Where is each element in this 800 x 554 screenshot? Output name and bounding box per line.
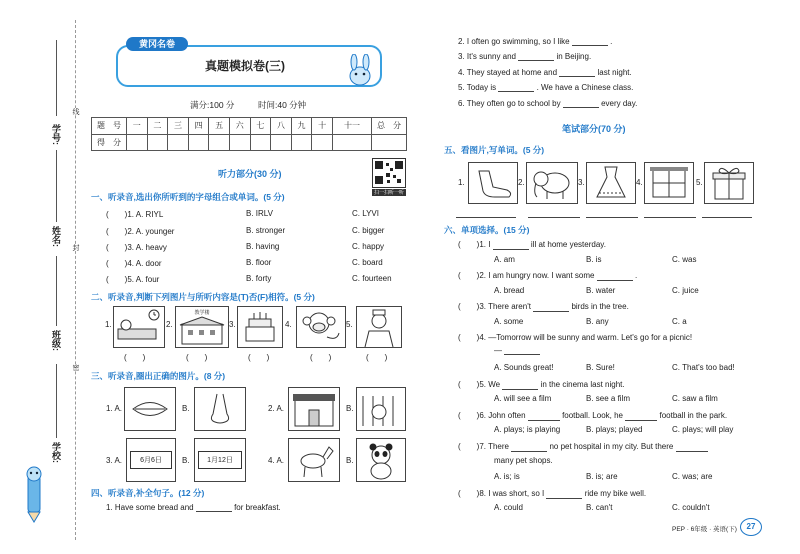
dress-icon (587, 163, 635, 203)
mc-q2-a[interactable]: A. bread (494, 286, 525, 295)
monkey-picture[interactable] (296, 306, 346, 348)
score-cell[interactable] (209, 134, 230, 151)
zoo-icon (357, 388, 405, 430)
elephant-picture[interactable] (526, 162, 578, 204)
table-cell: 九 (291, 118, 312, 135)
mc-q3 (458, 301, 629, 312)
s4-line-4-pre: 4. They stayed at home and (458, 68, 558, 77)
table-cell: 十一 (332, 118, 371, 135)
mc-q6-blank-1[interactable] (528, 420, 560, 421)
s4-line-6 (458, 99, 637, 108)
building-icon (176, 316, 228, 346)
school-line[interactable] (56, 364, 57, 438)
s4-line-5 (458, 83, 633, 92)
s4-line-2-post: . (610, 37, 613, 46)
rabbit-mascot-icon (342, 54, 378, 88)
mc-q2-post: . (634, 271, 638, 280)
s4-line-2-pre: 2. I often go swimming, so I like (458, 37, 570, 46)
mc-q1-pre: ( )1. I (458, 240, 491, 249)
s4-line-1 (106, 503, 281, 512)
score-cell[interactable] (271, 134, 292, 151)
table-cell: 八 (271, 118, 292, 135)
calendar-date-2: 1月12日 (198, 451, 242, 469)
s4-blank-5[interactable] (498, 91, 534, 92)
s4-blank-3[interactable] (518, 60, 554, 61)
s4-line-3-post: in Beijing. (556, 52, 592, 61)
shop-icon (289, 388, 339, 430)
mc-q7 (458, 441, 708, 452)
exam-title: 真题模拟卷(三) (205, 59, 285, 73)
table-cell: 四 (188, 118, 209, 135)
elephant-icon (527, 163, 577, 203)
mc-q8-post: ride my bike well. (584, 489, 647, 498)
qr-caption: 扫一扫听一听 (373, 190, 404, 196)
mc-q7-c[interactable]: C. was; are (672, 472, 713, 481)
s2-num-1: 1. (105, 320, 112, 329)
doctor-picture[interactable] (356, 306, 402, 348)
school-building-picture[interactable] (175, 306, 229, 348)
section-2-title: 二、听录音,判断下列图片与所听内容是(T)否(F)相符。(5 分) (91, 292, 315, 302)
mc-q4-c[interactable]: C. That's too bad! (672, 363, 735, 372)
mc-q4-a[interactable]: A. Sounds great! (494, 363, 554, 372)
zoo-picture[interactable] (356, 387, 406, 431)
s5-num-5: 5. (696, 178, 703, 187)
score-cell[interactable] (291, 134, 312, 151)
mc-q6-a[interactable]: A. plays; is playing (494, 425, 561, 434)
s5-answer-line-5[interactable] (702, 217, 752, 218)
mc-q2 (458, 270, 637, 281)
lips-picture[interactable] (124, 387, 176, 431)
school-label: 学校: (51, 442, 61, 463)
mc-q2-pre: ( )2. I am hungry now. I want some (458, 271, 595, 280)
q1-option-b[interactable]: B. IRLV (246, 209, 273, 218)
s4-line-4 (458, 68, 632, 77)
written-title: 笔试部分(70 分) (562, 124, 626, 134)
calendar-january-picture[interactable] (194, 438, 246, 482)
s2-answer-3[interactable]: ( ) (248, 353, 270, 362)
s4-blank-6[interactable] (563, 107, 599, 108)
mouth-icon (125, 388, 175, 430)
s4-line-1-post: for breakfast. (234, 503, 281, 512)
student-id-label: 学号: (51, 124, 61, 145)
score-table (91, 117, 407, 151)
mc-q5-c[interactable]: C. saw a film (672, 394, 718, 403)
q5-option-b[interactable]: B. forty (246, 274, 272, 283)
doctor-icon (357, 307, 401, 347)
s4-blank-4[interactable] (559, 76, 595, 77)
s2-num-4: 4. (285, 320, 292, 329)
section-6-title: 六、单项选择。(15 分) (444, 225, 530, 235)
mc-q7-line2: many pet shops. (494, 456, 553, 465)
s4-line-6-post: every day. (601, 99, 638, 108)
q3-option-c[interactable]: C. happy (352, 242, 385, 251)
mc-q2-c[interactable]: C. juice (672, 286, 699, 295)
s2-answer-1[interactable]: ( ) (124, 353, 146, 362)
cut-mark-secret: 密 (72, 364, 79, 371)
calendar-june-picture[interactable] (126, 438, 176, 482)
cake-icon (238, 307, 282, 347)
mc-q5-b[interactable]: B. see a film (586, 394, 631, 403)
mc-q7-mid: no pet hospital in my city. But there (549, 442, 674, 451)
gift-picture[interactable] (704, 162, 754, 204)
mc-q1-b[interactable]: B. is (586, 255, 602, 264)
q2-option-b[interactable]: B. stronger (246, 226, 286, 235)
mc-q6-mid: football. Look, he (562, 411, 623, 420)
mc-q2-blank[interactable] (597, 280, 633, 281)
mc-q3-post: birds in the tree. (571, 302, 629, 311)
q4-option-b[interactable]: B. floor (246, 258, 272, 267)
mc-q4-blank[interactable] (504, 354, 540, 355)
mc-q8-a[interactable]: A. could (494, 503, 523, 512)
score-cell[interactable] (168, 134, 189, 151)
q4-option-a[interactable]: ( )4. A. door (106, 259, 162, 268)
s2-answer-2[interactable]: ( ) (186, 353, 208, 362)
mc-q7-blank-1[interactable] (511, 451, 547, 452)
listening-title: 听力部分(30 分) (218, 169, 282, 179)
s3-label-2a: 2. A. (268, 404, 285, 413)
table-cell: 三 (168, 118, 189, 135)
mc-q5-post: in the cinema last night. (540, 380, 625, 389)
mc-q3-c[interactable]: C. a (672, 317, 687, 326)
section-3-title: 三、听录音,圈出正确的图片。(8 分) (91, 371, 226, 381)
mc-q3-b[interactable]: B. any (586, 317, 609, 326)
score-cell[interactable] (372, 134, 407, 151)
s4-blank-2[interactable] (572, 45, 608, 46)
s5-answer-line-4[interactable] (644, 217, 696, 218)
score-cell[interactable] (312, 134, 333, 151)
q2-option-a[interactable]: ( )2. A. younger (106, 227, 175, 236)
mc-q6-blank-2[interactable] (625, 420, 657, 421)
sick-bed-icon (114, 307, 164, 347)
s2-num-2: 2. (166, 320, 173, 329)
gift-icon (705, 163, 753, 203)
table-cell: 题 号 (92, 118, 127, 135)
mc-q8-b[interactable]: B. can't (586, 503, 613, 512)
score-cell[interactable] (127, 134, 148, 151)
s5-answer-line-1[interactable] (456, 217, 516, 218)
q3-option-a[interactable]: ( )3. A. heavy (106, 243, 167, 252)
s4-line-3 (458, 52, 591, 61)
s4-line-5-pre: 5. Today is (458, 83, 497, 92)
mc-q8-c[interactable]: C. couldn't (672, 503, 710, 512)
table-cell: 二 (147, 118, 168, 135)
q3-option-b[interactable]: B. having (246, 242, 280, 251)
mc-q3-a[interactable]: A. some (494, 317, 524, 326)
mc-q1-post: ill at home yesterday. (530, 240, 606, 249)
shop-picture[interactable] (288, 387, 340, 431)
monkey-icon (297, 307, 345, 347)
score-cell[interactable] (147, 134, 168, 151)
s2-answer-4[interactable]: ( ) (310, 353, 332, 362)
nose-icon (195, 388, 245, 430)
mc-q8 (458, 488, 646, 499)
mc-q6 (458, 410, 727, 421)
mc-q1-a[interactable]: A. am (494, 255, 515, 264)
score-cell[interactable] (250, 134, 271, 151)
mc-q7-blank-2[interactable] (676, 451, 708, 452)
mc-q8-blank[interactable] (546, 498, 582, 499)
s5-answer-line-2[interactable] (528, 217, 580, 218)
s2-num-3: 3. (229, 320, 236, 329)
name-label: 姓名: (51, 226, 61, 247)
class-line[interactable] (56, 256, 57, 326)
mc-q5-blank[interactable] (502, 389, 538, 390)
table-cell: 总 分 (372, 118, 407, 135)
table-cell: 得 分 (92, 134, 127, 151)
nose-picture[interactable] (194, 387, 246, 431)
mc-q4-reply (494, 346, 540, 355)
mc-q6-post: football in the park. (659, 411, 728, 420)
score-table-score-row (92, 134, 407, 151)
s2-answer-5[interactable]: ( ) (366, 353, 388, 362)
s5-num-3: 3. (578, 178, 585, 187)
s5-answer-line-3[interactable] (586, 217, 638, 218)
section-5-title: 五、看图片,写单词。(5 分) (444, 145, 545, 155)
mc-q6-c[interactable]: C. plays; will play (672, 425, 734, 434)
table-cell: 十 (312, 118, 333, 135)
cut-mark-line: 线 (72, 108, 79, 115)
mc-q8-pre: ( )8. I was short, so I (458, 489, 545, 498)
window-icon (645, 163, 693, 203)
q1-option-c[interactable]: C. LYVI (352, 209, 379, 218)
s5-num-2: 2. (518, 178, 525, 187)
q5-option-c[interactable]: C. fourteen (352, 274, 392, 283)
mc-q1-blank[interactable] (493, 249, 529, 250)
section-4-title: 四、听录音,补全句子。(12 分) (91, 488, 205, 498)
cut-mark-seal: 封 (72, 244, 79, 251)
mc-q7-a[interactable]: A. is; is (494, 472, 520, 481)
brand-logo: 黄冈名卷 (126, 37, 188, 51)
score-cell[interactable] (229, 134, 250, 151)
mc-q1-c[interactable]: C. was (672, 255, 697, 264)
mc-q3-blank[interactable] (533, 311, 569, 312)
s3-label-3a: 3. A. (106, 456, 123, 465)
dress-picture[interactable] (586, 162, 636, 204)
mc-q5-pre: ( )5. We (458, 380, 501, 389)
s3-label-1b: B. (182, 404, 190, 413)
foot-icon (469, 163, 517, 203)
birthday-cake-picture[interactable] (237, 306, 283, 348)
mc-q1 (458, 239, 606, 250)
name-line[interactable] (56, 150, 57, 222)
mc-q4: ( )4. —Tomorrow will be sunny and warm. Let's go for a picnic! (458, 333, 693, 342)
q5-option-a[interactable]: ( )5. A. four (106, 275, 160, 284)
s2-num-5: 5. (346, 320, 353, 329)
mc-q6-pre: ( )6. John often (458, 411, 526, 420)
school-sign: 教学楼 (194, 310, 210, 316)
mc-q5-a[interactable]: A. will see a film (494, 394, 552, 403)
score-table-header-row (92, 118, 407, 135)
s4-blank-1[interactable] (196, 511, 232, 512)
section-1-title: 一、听录音,选出你所听到的字母组合或单词。(5 分) (91, 192, 285, 202)
mc-q7-b[interactable]: B. is; are (586, 472, 618, 481)
mc-q4-b[interactable]: B. Sure! (586, 363, 615, 372)
s5-num-4: 4. (636, 178, 643, 187)
mc-q2-b[interactable]: B. water (586, 286, 616, 295)
foot-picture[interactable] (468, 162, 518, 204)
horse-picture[interactable] (288, 438, 340, 482)
calendar-date-1: 6月6日 (130, 451, 172, 469)
full-score: 满分:100 分 (190, 100, 235, 110)
s3-label-1a: 1. A. (106, 404, 123, 413)
mc-q4-dash: — (494, 346, 502, 355)
table-cell: 一 (127, 118, 148, 135)
s4-line-2 (458, 37, 612, 46)
table-cell: 五 (209, 118, 230, 135)
s3-label-3b: B. (182, 456, 190, 465)
s3-label-4a: 4. A. (268, 456, 285, 465)
window-picture[interactable] (644, 162, 694, 204)
q2-option-c[interactable]: C. bigger (352, 226, 385, 235)
mascot-pencil-icon (14, 466, 58, 526)
sick-in-bed-picture[interactable] (113, 306, 165, 348)
student-id-line[interactable] (56, 40, 57, 116)
s4-line-1-pre: 1. Have some bread and (106, 503, 194, 512)
s4-line-3-pre: 3. It's sunny and (458, 52, 517, 61)
s4-line-4-post: last night. (597, 68, 632, 77)
mc-q7-pre: ( )7. There (458, 442, 509, 451)
q4-option-c[interactable]: C. board (352, 258, 383, 267)
s5-num-1: 1. (458, 178, 465, 187)
score-cell[interactable] (188, 134, 209, 151)
score-cell[interactable] (332, 134, 371, 151)
mc-q6-b[interactable]: B. plays; played (586, 425, 643, 434)
time-limit: 时间:40 分钟 (258, 100, 307, 110)
table-cell: 七 (250, 118, 271, 135)
mc-q3-pre: ( )3. There aren't (458, 302, 531, 311)
qr-code-icon[interactable] (372, 158, 406, 188)
cut-line (75, 20, 76, 540)
panda-icon (357, 439, 405, 481)
class-label: 班级: (51, 330, 61, 351)
s4-line-6-pre: 6. They often go to school by (458, 99, 561, 108)
mc-q5 (458, 379, 625, 390)
table-cell: 六 (229, 118, 250, 135)
horse-icon (289, 439, 339, 481)
footer-text: PEP · 6年级 · 英语(下) (672, 526, 737, 533)
s3-label-4b: B. (346, 456, 354, 465)
q1-option-a[interactable]: ( )1. A. RIYL (106, 210, 164, 219)
page-number: 27 (740, 518, 762, 536)
s3-label-2b: B. (346, 404, 354, 413)
s4-line-5-post: . We have a Chinese class. (536, 83, 634, 92)
panda-picture[interactable] (356, 438, 406, 482)
